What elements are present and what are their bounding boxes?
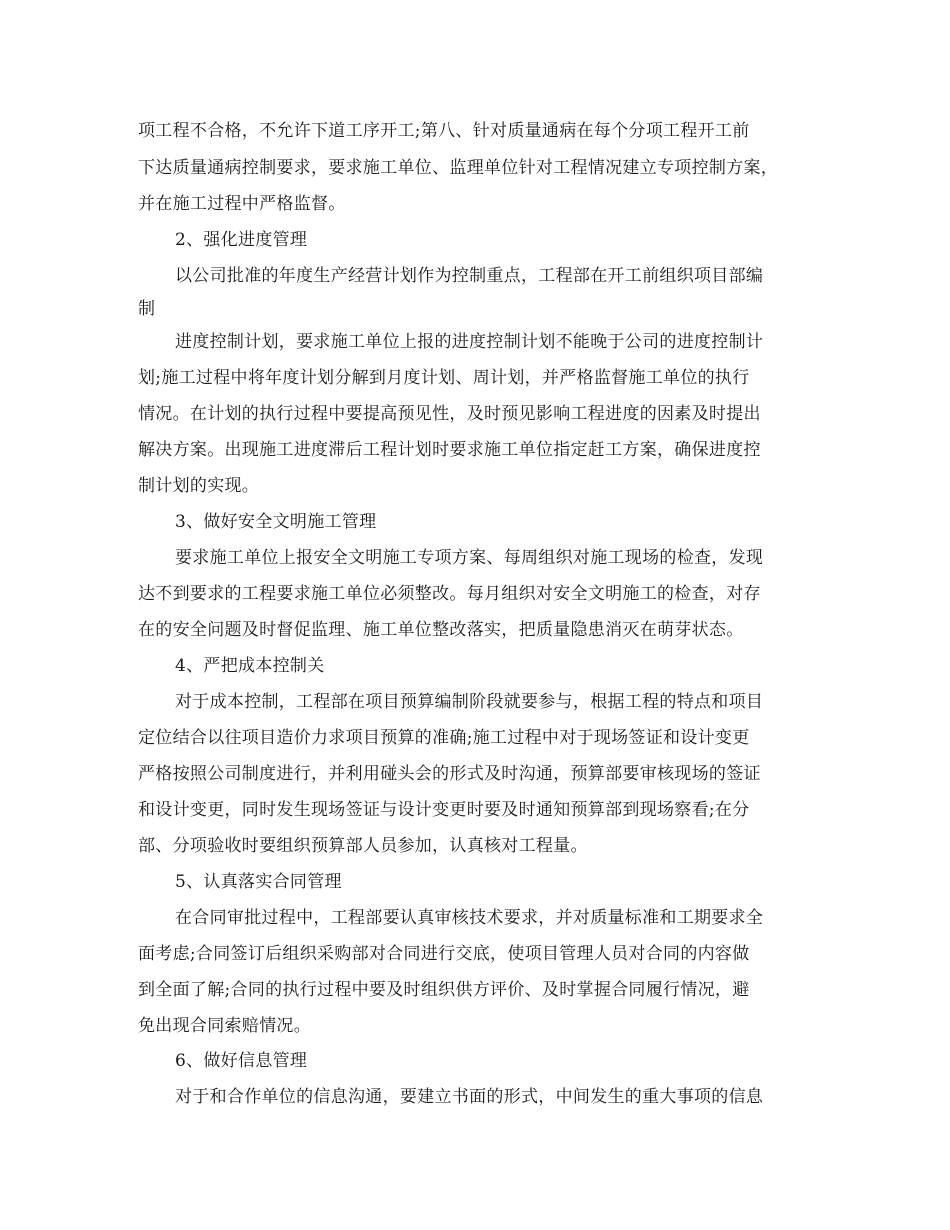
- section-heading: 2、强化进度管理: [175, 230, 308, 250]
- text-line: 以公司批准的年度生产经营计划作为控制重点，工程部在开工前组织项目部编: [175, 266, 764, 286]
- text-line: 免出现合同索赔情况。: [138, 1016, 311, 1036]
- text-line: 制: [138, 299, 156, 319]
- text-line: 制计划的实现。: [138, 476, 260, 496]
- text-line: 项工程不合格，不允许下道工序开工;第八、针对质量通病在每个分项工程开工前: [138, 121, 750, 141]
- text-line: 对于和合作单位的信息沟通，要建立书面的形式，中间发生的重大事项的信息: [175, 1087, 764, 1107]
- text-line: 解决方案。出现施工进度滞后工程计划时要求施工单位指定赶工方案，确保进度控: [138, 440, 761, 460]
- text-line: 情况。在计划的执行过程中要提高预见性，及时预见影响工程进度的因素及时提出: [138, 404, 761, 424]
- text-line: 下达质量通病控制要求，要求施工单位、监理单位针对工程情况建立专项控制方案，: [138, 158, 779, 178]
- section-heading: 3、做好安全文明施工管理: [175, 512, 377, 532]
- text-line: 达不到要求的工程要求施工单位必须整改。每月组织对安全文明施工的检查，对存: [138, 584, 761, 604]
- section-heading: 5、认真落实合同管理: [175, 872, 342, 892]
- text-line: 进度控制计划，要求施工单位上报的进度控制计划不能晚于公司的进度控制计: [175, 332, 764, 352]
- text-line: 要求施工单位上报安全文明施工专项方案、每周组织对施工现场的检查，发现: [175, 548, 764, 568]
- text-line: 和设计变更，同时发生现场签证与设计变更时要及时通知预算部到现场察看;在分: [138, 800, 750, 820]
- text-line: 定位结合以往项目造价力求项目预算的准确;施工过程中对于现场签证和设计变更: [138, 728, 750, 748]
- section-heading: 4、严把成本控制关: [175, 656, 325, 676]
- text-line: 在的安全问题及时督促监理、施工单位整改落实，把质量隐患消灭在萌芽状态。: [138, 620, 744, 640]
- text-line: 严格按照公司制度进行，并利用碰头会的形式及时沟通，预算部要审核现场的签证: [138, 764, 761, 784]
- text-line: 到全面了解;合同的执行过程中要及时组织供方评价、及时掌握合同履行情况，避: [138, 980, 750, 1000]
- text-line: 划;施工过程中将年度计划分解到月度计划、周计划，并严格监督施工单位的执行: [138, 368, 750, 388]
- text-line: 并在施工过程中严格监督。: [138, 194, 346, 214]
- text-line: 在合同审批过程中，工程部要认真审核技术要求，并对质量标准和工期要求全: [175, 908, 764, 928]
- text-line: 对于成本控制，工程部在项目预算编制阶段就要参与，根据工程的特点和项目: [175, 692, 764, 712]
- text-line: 部、分项验收时要组织预算部人员参加，认真核对工程量。: [138, 836, 588, 856]
- section-heading: 6、做好信息管理: [175, 1051, 308, 1071]
- text-line: 面考虑;合同签订后组织采购部对合同进行交底，使项目管理人员对合同的内容做: [138, 944, 750, 964]
